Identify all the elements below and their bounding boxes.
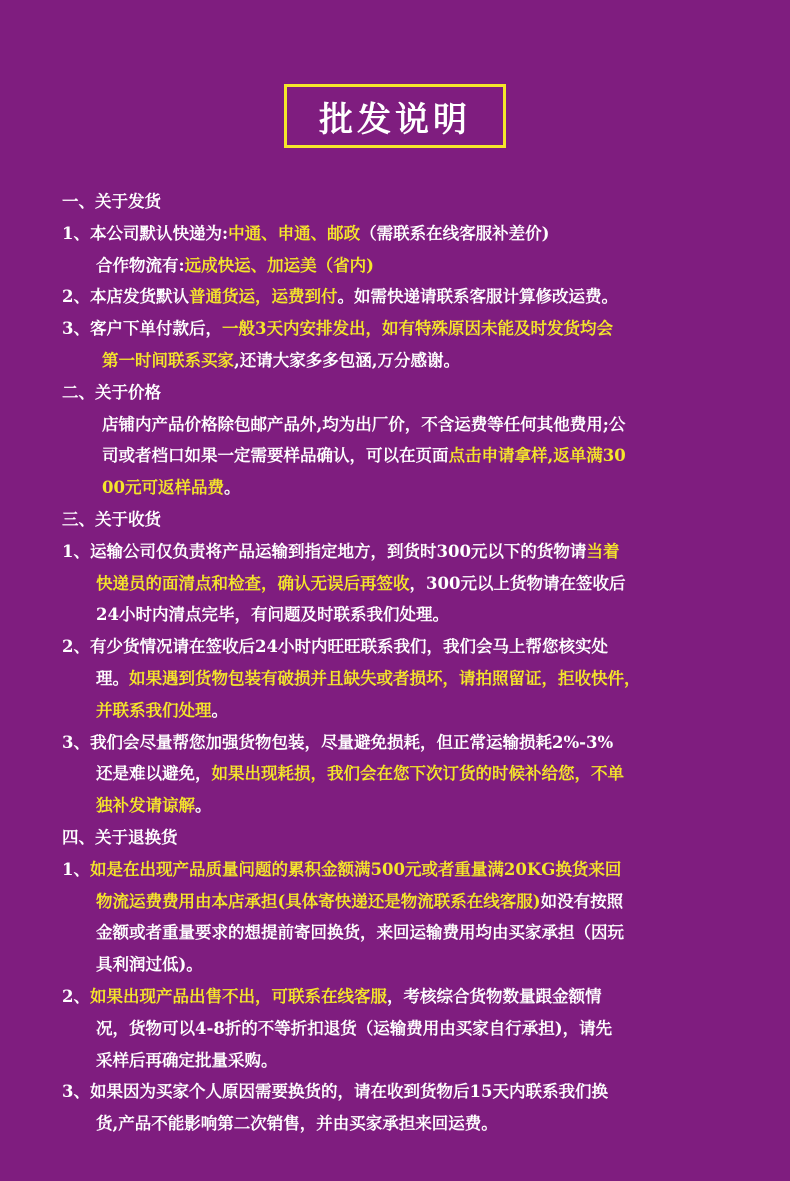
price-line-2: 司或者档口如果一定需要样品确认，可以在页面点击申请拿样,返单满30 [102,446,626,466]
price-line-1: 店铺内产品价格除包邮产品外,均为出厂价，不含运费等任何其他费用;公 [102,414,626,434]
returns-item-3: 3、如果因为买家个人原因需要换货的，请在收到货物后15天内联系我们换 [62,1082,608,1102]
receiving-item-3-cont2: 独补发请谅解。 [96,796,212,816]
returns-item-2-cont2: 采样后再确定批量采购。 [96,1050,278,1070]
shipping-item-1-logistics: 合作物流有:远成快运、加运美（省内) [96,255,374,275]
section-heading-receiving: 三、关于收货 [62,509,161,529]
shipping-item-1: 1、本公司默认快递为:中通、申通、邮政（需联系在线客服补差价) [62,223,550,243]
receiving-item-3: 3、我们会尽量帮您加强货物包装，尽量避免损耗，但正常运输损耗2%-3% [62,732,614,752]
returns-item-1-cont: 物流运费费用由本店承担(具体寄快递还是物流联系在线客服)如没有按照 [96,891,624,911]
returns-item-1-cont3: 具利润过低)。 [96,955,203,975]
returns-item-3-cont: 货,产品不能影响第二次销售，并由买家承担来回运费。 [96,1114,498,1134]
wholesale-terms [62,186,768,1140]
section-heading-price: 二、关于价格 [62,382,161,402]
shipping-item-3: 3、客户下单付款后，一般3天内安排发出，如有特殊原因未能及时发货均会 [62,319,613,339]
receiving-item-3-cont: 还是难以避免，如果出现耗损，我们会在您下次订货的时候补给您，不单 [96,764,624,784]
section-heading-shipping: 一、关于发货 [62,192,161,211]
price-line-3: 00元可返样品费。 [102,478,241,498]
returns-item-2-cont: 况，货物可以4-8折的不等折扣退货（运输费用由买家自行承担)，请先 [96,1018,613,1038]
returns-item-1-cont2: 金额或者重量要求的想提前寄回换货，来回运输费用均由买家承担（因玩 [96,923,624,943]
returns-item-1: 1、如是在出现产品质量问题的累积金额满500元或者重量满20KG换货来回 [62,859,622,879]
receiving-item-1-cont: 快递员的面清点和检查，确认无误后再签收，300元以上货物请在签收后 [96,573,626,593]
receiving-item-2: 2、有少货情况请在签收后24小时内旺旺联系我们，我们会马上帮您核实处 [62,637,608,657]
shipping-item-3-cont: 第一时间联系买家,还请大家多多包涵,万分感谢。 [102,350,460,370]
receiving-item-1-cont2: 24小时内清点完毕，有问题及时联系我们处理。 [96,605,449,625]
shipping-item-2: 2、本店发货默认普通货运，运费到付。如需快递请联系客服计算修改运费。 [62,287,618,307]
section-heading-returns: 四、关于退换货 [62,827,178,847]
receiving-item-2-cont: 理。如果遇到货物包装有破损并且缺失或者损坏，请拍照留证，拒收快件， [96,668,641,688]
page-title: 批发说明 [319,99,471,140]
title-frame [284,84,506,148]
receiving-item-2-cont2: 并联系我们处理。 [96,700,228,720]
receiving-item-1: 1、运输公司仅负责将产品运输到指定地方，到货时300元以下的货物请当着 [62,541,620,561]
returns-item-2: 2、如果出现产品出售不出，可联系在线客服，考核综合货物数量跟金额情 [62,986,602,1006]
